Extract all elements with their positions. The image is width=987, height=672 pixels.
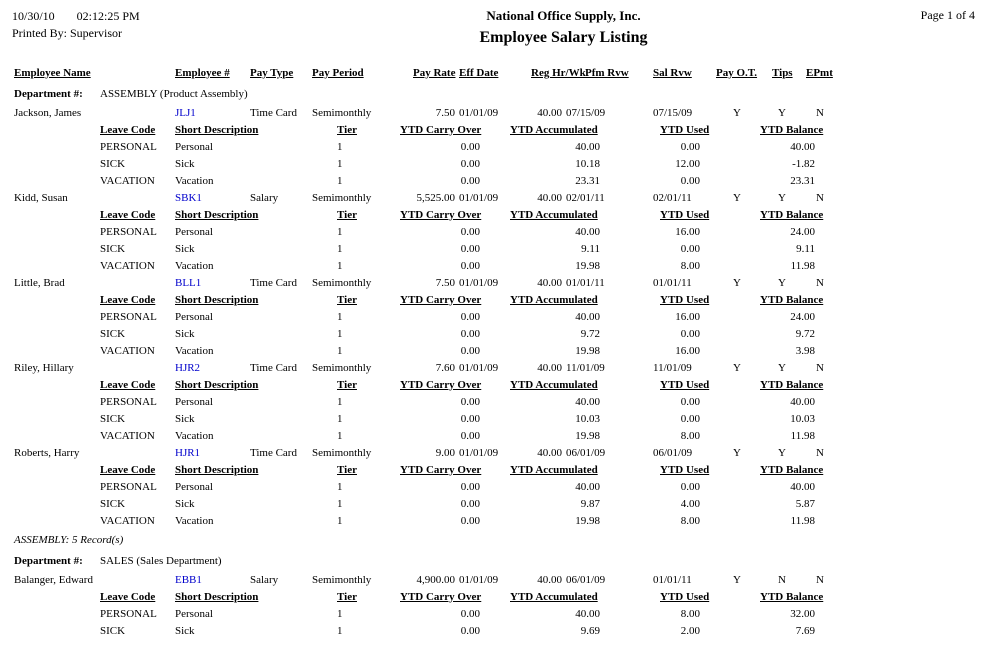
- leave-row: [0, 156, 987, 173]
- department-label: Department #:: [14, 555, 83, 567]
- leave-desc: Vacation: [175, 345, 214, 357]
- employee-reg-hr-wk: 40.00: [537, 362, 562, 374]
- employee-epmt: N: [816, 192, 824, 204]
- leave-row: [0, 258, 987, 275]
- section-footer-text: ASSEMBLY: 5 Record(s): [14, 534, 124, 546]
- leave-tier: 1: [337, 345, 343, 357]
- leave-column-header: YTD Carry Over: [400, 294, 482, 306]
- employee-pay-ot: Y: [733, 362, 741, 374]
- column-header: Pay Rate: [413, 67, 456, 79]
- leave-balance: 11.98: [790, 515, 815, 527]
- employee-tips: Y: [778, 107, 786, 119]
- employee-pay-period: Semimonthly: [312, 362, 372, 374]
- leave-balance: 24.00: [790, 226, 815, 238]
- employee-pfm-rvw: 07/15/09: [566, 107, 606, 119]
- employee-pay-type: Time Card: [250, 447, 297, 459]
- leave-accumulated: 40.00: [575, 608, 600, 620]
- department-row: [0, 553, 987, 570]
- employee-epmt: N: [816, 362, 824, 374]
- leave-column-header: YTD Used: [660, 379, 710, 391]
- leave-accumulated: 40.00: [575, 481, 600, 493]
- employee-name: Little, Brad: [14, 277, 65, 289]
- employee-pay-type: Time Card: [250, 107, 297, 119]
- leave-code: SICK: [100, 158, 126, 170]
- employee-number-link[interactable]: EBB1: [175, 574, 202, 586]
- employee-reg-hr-wk: 40.00: [537, 192, 562, 204]
- leave-accumulated: 9.69: [580, 625, 600, 637]
- employee-pfm-rvw: 06/01/09: [566, 574, 606, 586]
- section-footer: [0, 532, 987, 549]
- report-header: [0, 0, 987, 47]
- leave-code: PERSONAL: [100, 226, 157, 238]
- leave-column-header: YTD Carry Over: [400, 124, 482, 136]
- leave-column-header: Tier: [337, 591, 357, 603]
- leave-accumulated: 19.98: [575, 430, 600, 442]
- column-header-row: [0, 65, 987, 82]
- department-name: SALES (Sales Department): [100, 555, 222, 567]
- employee-pay-ot: Y: [733, 447, 741, 459]
- leave-header-row: [0, 207, 987, 224]
- column-header: Pay Type: [250, 67, 294, 79]
- leave-row: [0, 606, 987, 623]
- leave-carry-over: 0.00: [460, 608, 480, 620]
- employee-pay-rate: 9.00: [435, 447, 455, 459]
- employee-pay-ot: Y: [733, 107, 741, 119]
- employee-pay-rate: 5,525.00: [416, 192, 455, 204]
- leave-code: PERSONAL: [100, 608, 157, 620]
- date-time-line: [12, 8, 262, 25]
- employee-tips: Y: [778, 277, 786, 289]
- leave-balance: 23.31: [790, 175, 815, 187]
- leave-column-header: Short Description: [175, 294, 259, 306]
- leave-column-header: Tier: [337, 294, 357, 306]
- leave-used: 8.00: [680, 430, 700, 442]
- leave-header-row: [0, 589, 987, 606]
- leave-column-header: Leave Code: [100, 379, 156, 391]
- employee-number-link[interactable]: SBK1: [175, 192, 202, 204]
- leave-carry-over: 0.00: [460, 328, 480, 340]
- employee-number-link[interactable]: JLJ1: [175, 107, 196, 119]
- employee-pfm-rvw: 01/01/11: [566, 277, 605, 289]
- employee-pay-rate: 7.50: [435, 107, 455, 119]
- employee-tips: Y: [778, 192, 786, 204]
- employee-pay-period: Semimonthly: [312, 192, 372, 204]
- leave-code: SICK: [100, 625, 126, 637]
- leave-column-header: YTD Used: [660, 294, 710, 306]
- employee-row: [0, 105, 987, 122]
- leave-column-header: YTD Balance: [760, 379, 824, 391]
- leave-balance: 9.11: [796, 243, 815, 255]
- leave-desc: Sick: [175, 328, 195, 340]
- leave-code: PERSONAL: [100, 311, 157, 323]
- leave-tier: 1: [337, 515, 343, 527]
- leave-carry-over: 0.00: [460, 430, 480, 442]
- leave-column-header: YTD Carry Over: [400, 379, 482, 391]
- column-header: Tips: [772, 67, 793, 79]
- employee-pay-period: Semimonthly: [312, 107, 372, 119]
- leave-accumulated: 10.03: [575, 413, 600, 425]
- leave-used: 16.00: [675, 345, 700, 357]
- leave-column-header: Leave Code: [100, 124, 156, 136]
- leave-column-header: Short Description: [175, 591, 259, 603]
- leave-header-row: [0, 377, 987, 394]
- employee-row: [0, 445, 987, 462]
- leave-header-row: [0, 292, 987, 309]
- leave-used: 2.00: [680, 625, 700, 637]
- employee-pay-type: Salary: [250, 574, 279, 586]
- leave-used: 0.00: [680, 175, 700, 187]
- employee-tips: N: [778, 574, 786, 586]
- employee-epmt: N: [816, 447, 824, 459]
- leave-tier: 1: [337, 481, 343, 493]
- leave-tier: 1: [337, 175, 343, 187]
- leave-tier: 1: [337, 413, 343, 425]
- leave-code: SICK: [100, 413, 126, 425]
- employee-epmt: N: [816, 277, 824, 289]
- leave-row: [0, 139, 987, 156]
- leave-desc: Sick: [175, 498, 195, 510]
- leave-accumulated: 10.18: [575, 158, 600, 170]
- leave-used: 4.00: [680, 498, 700, 510]
- leave-column-header: YTD Used: [660, 124, 710, 136]
- column-header: EPmt: [806, 67, 833, 79]
- leave-desc: Sick: [175, 413, 195, 425]
- leave-balance: 3.98: [795, 345, 815, 357]
- leave-accumulated: 23.31: [575, 175, 600, 187]
- leave-column-header: YTD Balance: [760, 124, 824, 136]
- leave-used: 16.00: [675, 226, 700, 238]
- leave-column-header: Short Description: [175, 464, 259, 476]
- leave-tier: 1: [337, 158, 343, 170]
- leave-accumulated: 19.98: [575, 515, 600, 527]
- column-header: Reg Hr/Wk: [531, 67, 586, 79]
- leave-column-header: YTD Accumulated: [510, 379, 598, 391]
- leave-row: [0, 496, 987, 513]
- leave-desc: Vacation: [175, 430, 214, 442]
- leave-row: [0, 241, 987, 258]
- department-row: [0, 86, 987, 103]
- leave-used: 8.00: [680, 515, 700, 527]
- leave-column-header: YTD Used: [660, 464, 710, 476]
- leave-column-header: YTD Balance: [760, 294, 824, 306]
- leave-column-header: Short Description: [175, 124, 259, 136]
- leave-accumulated: 19.98: [575, 345, 600, 357]
- leave-balance: 40.00: [790, 481, 815, 493]
- leave-used: 0.00: [680, 413, 700, 425]
- leave-carry-over: 0.00: [460, 396, 480, 408]
- employee-number-link[interactable]: BLL1: [175, 277, 202, 289]
- leave-desc: Vacation: [175, 515, 214, 527]
- leave-balance: 11.98: [790, 430, 815, 442]
- employee-sal-rvw: 07/15/09: [653, 107, 693, 119]
- employee-eff-date: 01/01/09: [459, 362, 499, 374]
- leave-balance: 24.00: [790, 311, 815, 323]
- employee-eff-date: 01/01/09: [459, 107, 499, 119]
- leave-code: SICK: [100, 328, 126, 340]
- leave-carry-over: 0.00: [460, 141, 480, 153]
- leave-tier: 1: [337, 260, 343, 272]
- leave-column-header: YTD Accumulated: [510, 294, 598, 306]
- employee-pay-type: Time Card: [250, 277, 297, 289]
- leave-column-header: YTD Balance: [760, 209, 824, 221]
- leave-accumulated: 40.00: [575, 141, 600, 153]
- printed-by: Printed By: Supervisor: [12, 26, 122, 40]
- employee-row: [0, 360, 987, 377]
- employee-epmt: N: [816, 107, 824, 119]
- leave-accumulated: 19.98: [575, 260, 600, 272]
- employee-pay-period: Semimonthly: [312, 447, 372, 459]
- leave-row: [0, 479, 987, 496]
- employee-eff-date: 01/01/09: [459, 192, 499, 204]
- leave-balance: 7.69: [795, 625, 815, 637]
- employee-name: Jackson, James: [14, 107, 82, 119]
- leave-code: VACATION: [100, 345, 155, 357]
- employee-pfm-rvw: 02/01/11: [566, 192, 605, 204]
- employee-epmt: N: [816, 574, 824, 586]
- leave-column-header: YTD Accumulated: [510, 209, 598, 221]
- employee-pay-type: Salary: [250, 192, 279, 204]
- leave-column-header: Leave Code: [100, 464, 156, 476]
- leave-balance: 5.87: [795, 498, 815, 510]
- leave-code: VACATION: [100, 430, 155, 442]
- leave-used: 0.00: [680, 141, 700, 153]
- leave-row: [0, 394, 987, 411]
- employee-pay-rate: 7.60: [435, 362, 455, 374]
- leave-code: VACATION: [100, 515, 155, 527]
- employee-name: Balanger, Edward: [14, 574, 93, 586]
- leave-desc: Vacation: [175, 175, 214, 187]
- employee-pay-period: Semimonthly: [312, 574, 372, 586]
- department-label: Department #:: [14, 88, 83, 100]
- leave-row: [0, 411, 987, 428]
- employee-eff-date: 01/01/09: [459, 447, 499, 459]
- leave-used: 0.00: [680, 243, 700, 255]
- leave-column-header: Leave Code: [100, 591, 156, 603]
- leave-column-header: YTD Carry Over: [400, 209, 482, 221]
- leave-code: PERSONAL: [100, 396, 157, 408]
- leave-column-header: Short Description: [175, 379, 259, 391]
- leave-column-header: Tier: [337, 124, 357, 136]
- employee-eff-date: 01/01/09: [459, 277, 499, 289]
- column-header: Employee #: [175, 67, 230, 79]
- leave-desc: Personal: [175, 608, 213, 620]
- employee-pay-rate: 4,900.00: [416, 574, 455, 586]
- employee-tips: Y: [778, 362, 786, 374]
- leave-carry-over: 0.00: [460, 311, 480, 323]
- employee-pay-rate: 7.50: [435, 277, 455, 289]
- leave-row: [0, 343, 987, 360]
- leave-column-header: YTD Carry Over: [400, 464, 482, 476]
- employee-sal-rvw: 06/01/09: [653, 447, 693, 459]
- leave-carry-over: 0.00: [460, 413, 480, 425]
- column-header: Eff Date: [459, 67, 499, 79]
- leave-desc: Sick: [175, 158, 195, 170]
- leave-balance: 10.03: [790, 413, 815, 425]
- leave-column-header: YTD Accumulated: [510, 591, 598, 603]
- leave-column-header: YTD Accumulated: [510, 464, 598, 476]
- leave-accumulated: 40.00: [575, 226, 600, 238]
- leave-carry-over: 0.00: [460, 158, 480, 170]
- report-body: [0, 65, 987, 640]
- leave-header-row: [0, 122, 987, 139]
- leave-carry-over: 0.00: [460, 625, 480, 637]
- leave-balance: -1.82: [792, 158, 815, 170]
- page-number: Page 1 of 4: [920, 8, 975, 22]
- leave-carry-over: 0.00: [460, 498, 480, 510]
- leave-carry-over: 0.00: [460, 175, 480, 187]
- leave-accumulated: 9.11: [581, 243, 600, 255]
- leave-column-header: YTD Used: [660, 591, 710, 603]
- column-header: Pay Period: [312, 67, 364, 79]
- employee-pfm-rvw: 06/01/09: [566, 447, 606, 459]
- leave-desc: Personal: [175, 481, 213, 493]
- leave-used: 0.00: [680, 481, 700, 493]
- leave-column-header: YTD Balance: [760, 591, 824, 603]
- leave-tier: 1: [337, 396, 343, 408]
- leave-column-header: YTD Used: [660, 209, 710, 221]
- leave-desc: Personal: [175, 396, 213, 408]
- leave-carry-over: 0.00: [460, 260, 480, 272]
- employee-number-link[interactable]: HJR1: [175, 447, 201, 459]
- employee-pay-ot: Y: [733, 574, 741, 586]
- leave-carry-over: 0.00: [460, 515, 480, 527]
- employee-pay-period: Semimonthly: [312, 277, 372, 289]
- leave-accumulated: 40.00: [575, 311, 600, 323]
- leave-row: [0, 309, 987, 326]
- leave-tier: 1: [337, 498, 343, 510]
- leave-balance: 40.00: [790, 141, 815, 153]
- leave-used: 12.00: [675, 158, 700, 170]
- employee-row: [0, 190, 987, 207]
- leave-carry-over: 0.00: [460, 345, 480, 357]
- leave-row: [0, 623, 987, 640]
- leave-tier: 1: [337, 328, 343, 340]
- leave-used: 8.00: [680, 608, 700, 620]
- leave-column-header: Short Description: [175, 209, 259, 221]
- column-header: Pfm Rvw: [585, 67, 629, 79]
- leave-accumulated: 9.72: [580, 328, 600, 340]
- employee-eff-date: 01/01/09: [459, 574, 499, 586]
- leave-column-header: YTD Carry Over: [400, 591, 482, 603]
- leave-column-header: Leave Code: [100, 209, 156, 221]
- leave-column-header: Tier: [337, 464, 357, 476]
- employee-sal-rvw: 01/01/11: [653, 574, 692, 586]
- leave-desc: Sick: [175, 625, 195, 637]
- leave-code: SICK: [100, 243, 126, 255]
- leave-row: [0, 428, 987, 445]
- leave-column-header: Tier: [337, 379, 357, 391]
- employee-tips: Y: [778, 447, 786, 459]
- leave-balance: 32.00: [790, 608, 815, 620]
- leave-code: PERSONAL: [100, 481, 157, 493]
- column-header: Pay O.T.: [716, 67, 758, 79]
- report-date: 10/30/10: [12, 9, 55, 23]
- employee-reg-hr-wk: 40.00: [537, 107, 562, 119]
- column-header: Employee Name: [14, 67, 91, 79]
- leave-tier: 1: [337, 430, 343, 442]
- leave-tier: 1: [337, 141, 343, 153]
- leave-tier: 1: [337, 226, 343, 238]
- employee-pay-ot: Y: [733, 277, 741, 289]
- department-name: ASSEMBLY (Product Assembly): [100, 88, 248, 100]
- column-header: Sal Rvw: [653, 67, 692, 79]
- leave-tier: 1: [337, 311, 343, 323]
- employee-sal-rvw: 02/01/11: [653, 192, 692, 204]
- leave-desc: Personal: [175, 311, 213, 323]
- leave-desc: Personal: [175, 141, 213, 153]
- employee-pay-type: Time Card: [250, 362, 297, 374]
- employee-number-link[interactable]: HJR2: [175, 362, 201, 374]
- employee-row: [0, 572, 987, 589]
- leave-row: [0, 173, 987, 190]
- leave-desc: Sick: [175, 243, 195, 255]
- leave-used: 0.00: [680, 396, 700, 408]
- leave-accumulated: 9.87: [580, 498, 600, 510]
- leave-tier: 1: [337, 625, 343, 637]
- leave-carry-over: 0.00: [460, 226, 480, 238]
- leave-row: [0, 513, 987, 530]
- report-title: Employee Salary Listing: [479, 29, 648, 46]
- leave-code: VACATION: [100, 260, 155, 272]
- leave-header-row: [0, 462, 987, 479]
- employee-reg-hr-wk: 40.00: [537, 277, 562, 289]
- leave-used: 0.00: [680, 328, 700, 340]
- company-name: National Office Supply, Inc.: [486, 8, 641, 23]
- leave-column-header: Leave Code: [100, 294, 156, 306]
- leave-used: 16.00: [675, 311, 700, 323]
- leave-tier: 1: [337, 608, 343, 620]
- employee-sal-rvw: 01/01/11: [653, 277, 692, 289]
- leave-balance: 9.72: [795, 328, 815, 340]
- header-left: [12, 8, 262, 42]
- employee-row: [0, 275, 987, 292]
- leave-used: 8.00: [680, 260, 700, 272]
- employee-reg-hr-wk: 40.00: [537, 447, 562, 459]
- leave-desc: Vacation: [175, 260, 214, 272]
- leave-code: SICK: [100, 498, 126, 510]
- employee-name: Roberts, Harry: [14, 447, 80, 459]
- report-time: 02:12:25 PM: [76, 9, 140, 23]
- leave-column-header: Tier: [337, 209, 357, 221]
- leave-balance: 40.00: [790, 396, 815, 408]
- leave-column-header: YTD Balance: [760, 464, 824, 476]
- leave-desc: Personal: [175, 226, 213, 238]
- leave-code: PERSONAL: [100, 141, 157, 153]
- leave-row: [0, 326, 987, 343]
- leave-row: [0, 224, 987, 241]
- employee-name: Riley, Hillary: [14, 362, 74, 374]
- leave-column-header: YTD Accumulated: [510, 124, 598, 136]
- leave-balance: 11.98: [790, 260, 815, 272]
- leave-carry-over: 0.00: [460, 481, 480, 493]
- leave-carry-over: 0.00: [460, 243, 480, 255]
- employee-name: Kidd, Susan: [14, 192, 68, 204]
- leave-tier: 1: [337, 243, 343, 255]
- employee-sal-rvw: 11/01/09: [653, 362, 692, 374]
- employee-reg-hr-wk: 40.00: [537, 574, 562, 586]
- leave-code: VACATION: [100, 175, 155, 187]
- header-center: [262, 8, 865, 47]
- leave-accumulated: 40.00: [575, 396, 600, 408]
- employee-pfm-rvw: 11/01/09: [566, 362, 605, 374]
- employee-pay-ot: Y: [733, 192, 741, 204]
